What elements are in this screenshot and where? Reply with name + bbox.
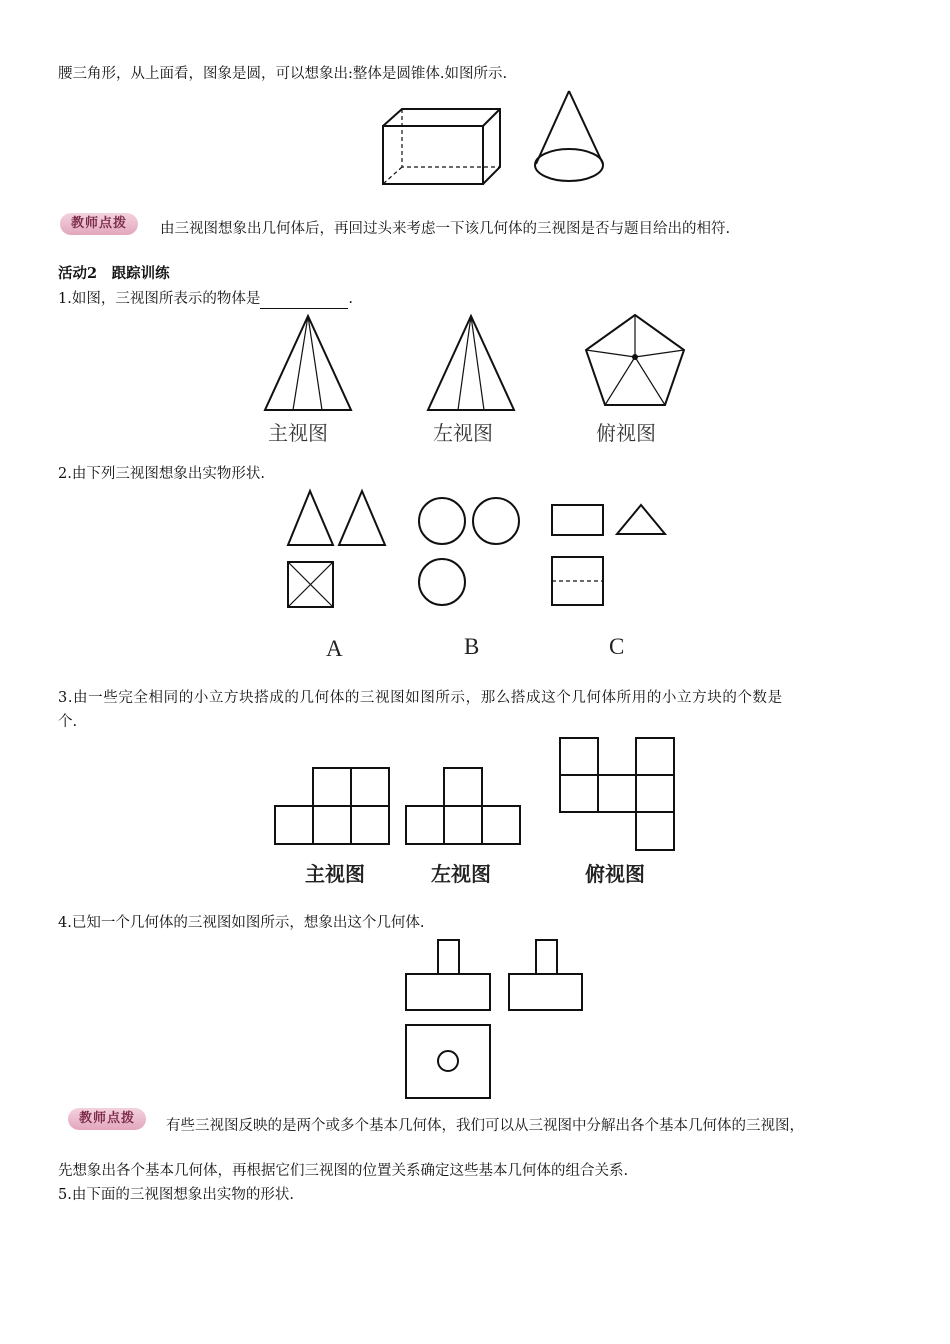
- teacher-tip-2-line1: 有些三视图反映的是两个或多个基本几何体，我们可以从三视图中分解出各个基本几何体的三视图，: [166, 1118, 804, 1134]
- q2-label-c: C: [609, 634, 625, 659]
- q2-option-a-views: [288, 491, 385, 607]
- intro-line: 腰三角形，从上面看，图象是圆，可以想象出:整体是圆锥体.如图所示.: [58, 66, 508, 82]
- teacher-tip-1: 由三视图想象出几何体后，再回过头来考虑一下该几何体的三视图是否与题目给出的相符.: [160, 221, 731, 237]
- q1-caption-front: 主视图: [268, 421, 328, 445]
- q3-caption-front: 主视图: [305, 862, 365, 886]
- question-5: 5.由下面的三视图想象出实物的形状.: [58, 1187, 294, 1203]
- q2-label-a: A: [326, 636, 343, 661]
- q1-caption-top: 俯视图: [596, 421, 656, 445]
- q3-top-view: [560, 738, 674, 850]
- cuboid-figure: [383, 109, 500, 184]
- teacher-tip-2-line2: 先想象出各个基本几何体，再根据它们三视图的位置关系确定这些基本几何体的组合关系.: [58, 1163, 629, 1179]
- question-1-text: 1.如图，三视图所表示的物体是: [58, 291, 261, 307]
- q3-front-view: [275, 768, 389, 844]
- teacher-tip-badge-2: 教师点拨: [68, 1108, 146, 1130]
- q1-front-view: [265, 316, 351, 410]
- q3-caption-left: 左视图: [431, 862, 491, 886]
- q2-label-b: B: [464, 634, 480, 659]
- question-3-line2: 个.: [58, 714, 78, 730]
- q2-option-b-views: [419, 498, 519, 605]
- question-4: 4.已知一个几何体的三视图如图所示，想象出这个几何体.: [58, 915, 425, 931]
- teacher-tip-badge: 教师点拨: [60, 213, 138, 235]
- q4-left-view: [509, 940, 582, 1010]
- q3-left-view: [406, 768, 520, 844]
- q4-top-view: [406, 1025, 490, 1098]
- q3-caption-top: 俯视图: [585, 862, 645, 886]
- q4-front-view: [406, 940, 490, 1010]
- q1-caption-left: 左视图: [433, 421, 493, 445]
- question-1-end: .: [348, 291, 353, 307]
- q1-top-view: [586, 315, 684, 405]
- activity-title: 活动2 跟踪训练: [58, 265, 170, 282]
- question-2: 2.由下列三视图想象出实物形状.: [58, 466, 265, 482]
- cone-figure: [535, 91, 603, 181]
- question-3-line1: 3.由一些完全相同的小立方块搭成的几何体的三视图如图所示，那么搭成这个几何体所用的小立方块的个数是: [58, 690, 783, 706]
- q1-left-view: [428, 316, 514, 410]
- q2-option-c-views: [552, 505, 665, 605]
